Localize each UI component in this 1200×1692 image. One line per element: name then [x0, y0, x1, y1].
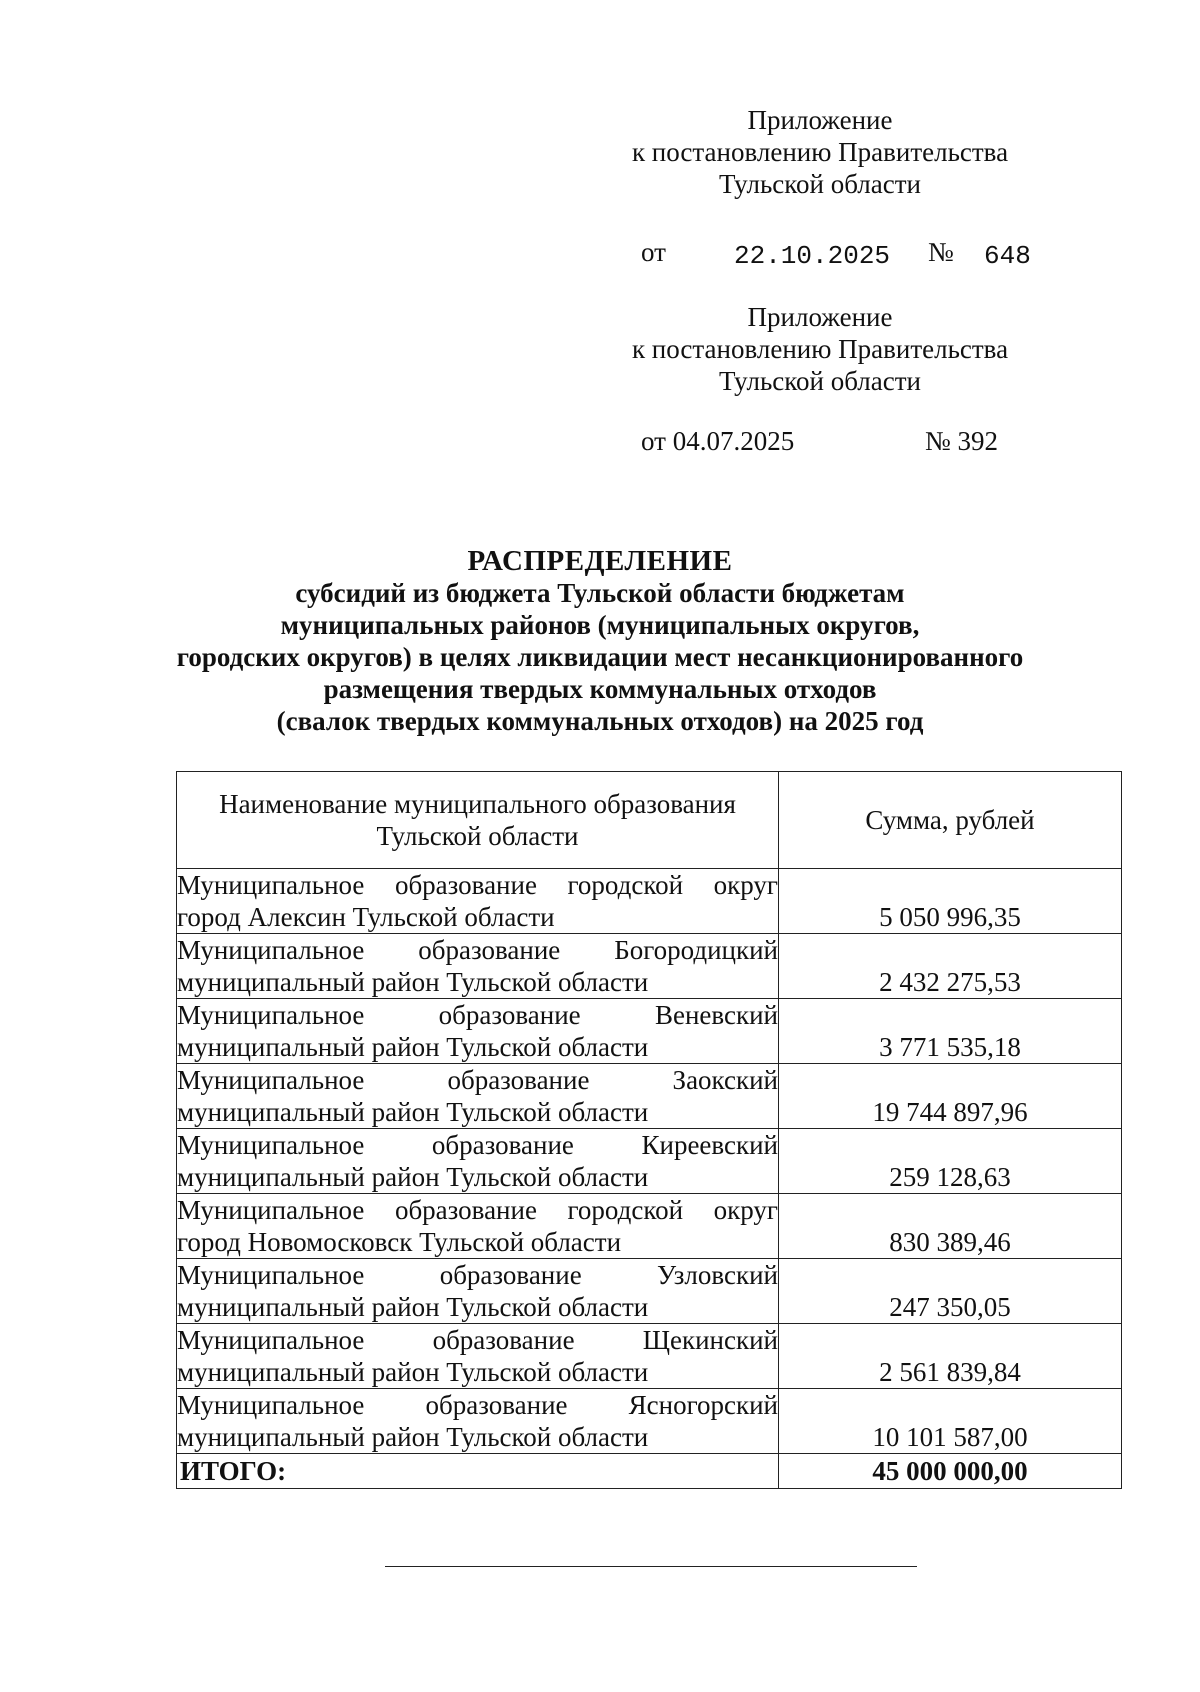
header-previous-date: от 04.07.2025 — [641, 426, 795, 456]
table-row — [177, 1064, 1122, 1129]
header-previous-line-2: к постановлению Правительства — [631, 334, 1009, 364]
header-current-date-prefix: от — [641, 237, 666, 267]
title-line-3: городских округов) в целях ликвидации мест несанкционированного — [176, 642, 1024, 672]
name-line-2: муниципальный район Тульской области — [177, 1032, 649, 1062]
title-line-4: размещения твердых коммунальных отходов — [323, 674, 877, 704]
name-line-1: Муниципальное образование Веневский — [177, 1000, 778, 1030]
name-line-1: Муниципальное образование городской округ — [177, 870, 778, 900]
table-header-row — [177, 772, 1122, 869]
municipality-name — [177, 1389, 779, 1454]
subsidy-sum: 2 432 275,53 — [779, 934, 1122, 999]
table-total-row — [177, 1454, 1122, 1489]
name-line-1: Муниципальное образование Богородицкий — [177, 935, 778, 965]
name-line-1: Муниципальное образование Узловский — [177, 1260, 778, 1290]
subsidy-sum: 830 389,46 — [779, 1194, 1122, 1259]
header-sum-column: Сумма, рублей — [779, 772, 1122, 869]
subsidy-sum: 10 101 587,00 — [779, 1389, 1122, 1454]
header-current-date: 22.10.2025 — [734, 241, 891, 271]
title-line-2: муниципальных районов (муниципальных округов, — [280, 610, 920, 640]
header-current-line-3: Тульской области — [719, 169, 921, 199]
table-row — [177, 999, 1122, 1064]
header-previous-number: № 392 — [925, 426, 999, 456]
name-line-2: муниципальный район Тульской области — [177, 1162, 649, 1192]
header-name-column: Наименование муниципального образования Тульской области — [177, 772, 779, 869]
table-row — [177, 1324, 1122, 1389]
table-row — [177, 1129, 1122, 1194]
name-line-2: муниципальный район Тульской области — [177, 1292, 649, 1322]
header-previous-line-1: Приложение — [747, 302, 893, 332]
header-current-line-1: Приложение — [747, 105, 893, 135]
municipality-name — [177, 869, 779, 934]
table-row — [177, 869, 1122, 934]
name-line-2: город Новомосковск Тульской области — [177, 1227, 622, 1257]
table-row — [177, 1259, 1122, 1324]
municipality-name — [177, 1194, 779, 1259]
name-line-2: муниципальный район Тульской области — [177, 1357, 649, 1387]
municipality-name — [177, 934, 779, 999]
header-current-line-2: к постановлению Правительства — [631, 137, 1009, 167]
subsidy-sum: 259 128,63 — [779, 1129, 1122, 1194]
name-line-1: Муниципальное образование Киреевский — [177, 1130, 778, 1160]
subsidy-sum: 2 561 839,84 — [779, 1324, 1122, 1389]
end-of-document-line — [385, 1566, 917, 1567]
municipality-name — [177, 1129, 779, 1194]
title-main: РАСПРЕДЕЛЕНИЕ — [467, 545, 733, 577]
name-line-1: Муниципальное образование Щекинский — [177, 1325, 778, 1355]
document-title — [100, 545, 1100, 737]
name-line-2: город Алексин Тульской области — [177, 902, 555, 932]
name-line-2: муниципальный район Тульской области — [177, 1097, 649, 1127]
name-line-2: муниципальный район Тульской области — [177, 1422, 649, 1452]
municipality-name — [177, 1064, 779, 1129]
title-line-5: (свалок твердых коммунальных отходов) на 2025 год — [276, 706, 924, 736]
subsidy-sum: 3 771 535,18 — [779, 999, 1122, 1064]
name-line-2: муниципальный район Тульской области — [177, 967, 649, 997]
subsidy-sum: 247 350,05 — [779, 1259, 1122, 1324]
name-line-1: Муниципальное образование Заокский — [177, 1065, 778, 1095]
name-line-1: Муниципальное образование Ясногорский — [177, 1390, 778, 1420]
distribution-table — [176, 771, 1122, 1489]
table-row — [177, 1389, 1122, 1454]
subsidy-sum: 19 744 897,96 — [779, 1064, 1122, 1129]
name-line-1: Муниципальное образование городской округ — [177, 1195, 778, 1225]
header-current-number-prefix: № — [928, 237, 954, 267]
municipality-name — [177, 1259, 779, 1324]
municipality-name — [177, 999, 779, 1064]
table-row — [177, 1194, 1122, 1259]
total-label: ИТОГО: — [177, 1454, 779, 1489]
municipality-name — [177, 1324, 779, 1389]
title-line-1: субсидий из бюджета Тульской области бюджетам — [295, 578, 905, 608]
subsidy-sum: 5 050 996,35 — [779, 869, 1122, 934]
header-previous-line-3: Тульской области — [719, 366, 921, 396]
header-current-number: 648 — [984, 241, 1031, 271]
total-sum: 45 000 000,00 — [779, 1454, 1122, 1489]
table-row — [177, 934, 1122, 999]
